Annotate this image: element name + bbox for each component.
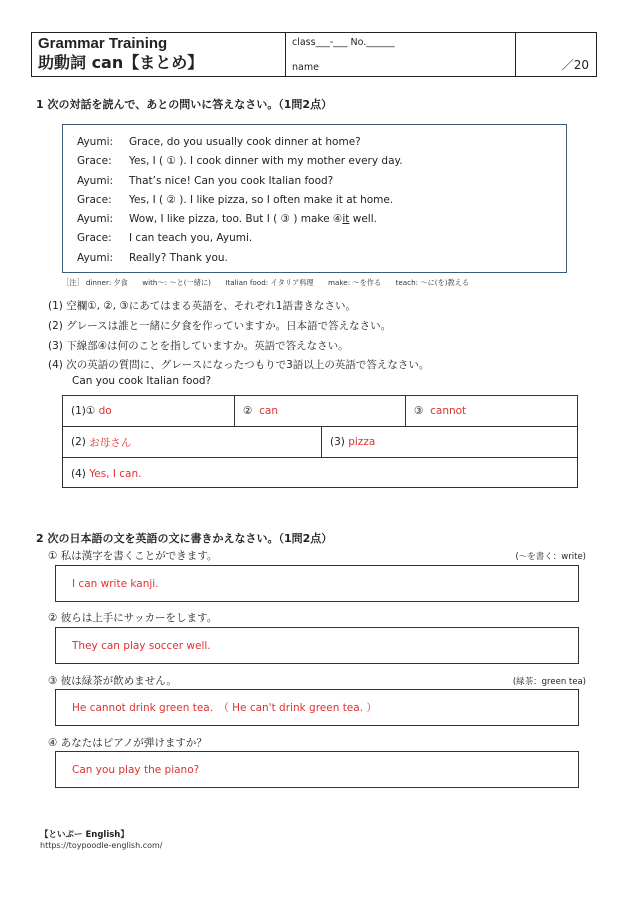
class-number-field[interactable]: class___-___ No.______ xyxy=(292,37,395,48)
site-url[interactable]: https://toypoodle-english.com/ xyxy=(40,841,163,850)
s2-answer-box-3[interactable]: He cannot drink green tea. （ He can't drink green tea. ） xyxy=(55,689,579,726)
worksheet-title-en: Grammar Training xyxy=(38,35,168,52)
score-total: ／20 xyxy=(561,58,589,72)
answer-value: cannot xyxy=(430,405,467,417)
dialogue-line xyxy=(77,152,566,171)
title-cell xyxy=(32,33,286,76)
question-3: (3) 下線部④は何のことを指していますか。英語で答えなさい。 xyxy=(48,340,349,352)
answer-label: (3) xyxy=(330,436,345,448)
class-name-cell xyxy=(286,33,516,76)
speaker: Grace: xyxy=(77,193,112,206)
s2-answer-box-2[interactable]: They can play soccer well. xyxy=(55,627,579,664)
question-2: (2) グレースは誰と一緒に夕食を作っていますか。日本語で答えなさい。 xyxy=(48,320,392,332)
s2-hint-3: (緑茶：green tea) xyxy=(512,677,586,687)
line-text: Yes, I ( ① ). I cook dinner with my mother every day. xyxy=(129,155,403,168)
question-1: (1) 空欄①, ②, ③にあてはまる英語を、それぞれ1語書きなさい。 xyxy=(48,300,356,312)
answer-label: ② xyxy=(243,405,253,417)
answer-row-2 xyxy=(63,427,577,458)
answer-value: do xyxy=(98,405,112,417)
line-text: Grace, do you usually cook dinner at home? xyxy=(129,136,361,148)
s2-prompt-3: ③ 彼は緑茶が飲めません。 xyxy=(48,675,177,687)
answer-label: (2) xyxy=(71,436,86,448)
answer-row-1 xyxy=(63,396,577,427)
section2-title: 2 次の日本語の文を英語の文に書きかえなさい。（1問2点） xyxy=(36,532,333,545)
line-text: Really? Thank you. xyxy=(129,251,228,264)
s2-answer-box-4[interactable]: Can you play the piano? xyxy=(55,751,579,788)
answer-value: can xyxy=(259,405,278,417)
answer-cell-2-1[interactable] xyxy=(63,427,321,457)
speaker: Ayumi: xyxy=(77,174,114,187)
dialogue-line xyxy=(77,133,566,152)
answer-value: pizza xyxy=(348,436,376,448)
question-4-prompt: Can you cook Italian food? xyxy=(72,375,212,387)
s2-hint-1: (～を書く：write) xyxy=(515,552,586,562)
answer-cell-1-1[interactable] xyxy=(63,396,234,426)
header-table xyxy=(31,32,597,77)
question-4: (4) 次の英語の質問に、グレースになったつもりで3語以上の英語で答えなさい。 xyxy=(48,359,430,371)
brand-label: 【といぷー English】 xyxy=(40,830,129,840)
answer-label: ③ xyxy=(414,405,424,417)
name-field[interactable]: name xyxy=(292,62,319,73)
line-text: I can teach you, Ayumi. xyxy=(129,232,253,245)
answer-row-3 xyxy=(63,458,577,489)
answer-label: (4) xyxy=(71,467,86,480)
answer-cell-1-3[interactable] xyxy=(405,396,579,426)
vocabulary-note: ［注］ dinner: 夕食 with～: ～と(一緒に) Italian food: イタリア料理 make: ～を作る teach: ～に(を)教える xyxy=(62,278,470,287)
section1-title: 1 次の対話を読んで、あとの問いに答えなさい。（1問2点） xyxy=(36,98,333,111)
score-cell xyxy=(516,33,597,76)
answer-label: (1)① xyxy=(71,405,96,417)
dialogue-line xyxy=(77,191,566,210)
speaker: Grace: xyxy=(77,155,112,168)
answer-value: Yes, I can. xyxy=(89,467,142,480)
line-text: Wow, I like pizza, too. But I ( ③ ) make ④ xyxy=(129,213,343,226)
worksheet-title-jp: 助動詞 can【まとめ】 xyxy=(38,53,204,72)
s2-prompt-1: ① 私は漢字を書くことができます。 xyxy=(48,550,218,562)
dialogue-line xyxy=(77,249,566,268)
dialogue-box xyxy=(62,124,567,273)
s2-prompt-4: ④ あなたはピアノが弾けますか？ xyxy=(48,737,207,749)
line-text-end: well. xyxy=(349,213,377,226)
underlined-word: it xyxy=(342,213,350,226)
dialogue-line xyxy=(77,172,566,191)
dialogue-line xyxy=(77,210,566,229)
line-text: That’s nice! Can you cook Italian food? xyxy=(129,174,334,187)
speaker: Ayumi: xyxy=(77,136,114,148)
speaker: Ayumi: xyxy=(77,213,114,226)
answer-table xyxy=(62,395,578,488)
s2-answer-box-1[interactable]: I can write kanji. xyxy=(55,565,579,602)
dialogue-line xyxy=(77,229,566,248)
answer-cell-3-1[interactable] xyxy=(63,458,579,489)
line-text: Yes, I ( ② ). I like pizza, so I often make it at home. xyxy=(129,193,394,206)
answer-value: お母さん xyxy=(89,436,132,449)
answer-cell-2-2[interactable] xyxy=(321,427,579,457)
answer-cell-1-2[interactable] xyxy=(234,396,405,426)
speaker: Grace: xyxy=(77,232,112,245)
speaker: Ayumi: xyxy=(77,251,114,264)
s2-prompt-2: ② 彼らは上手にサッカーをします。 xyxy=(48,612,218,624)
